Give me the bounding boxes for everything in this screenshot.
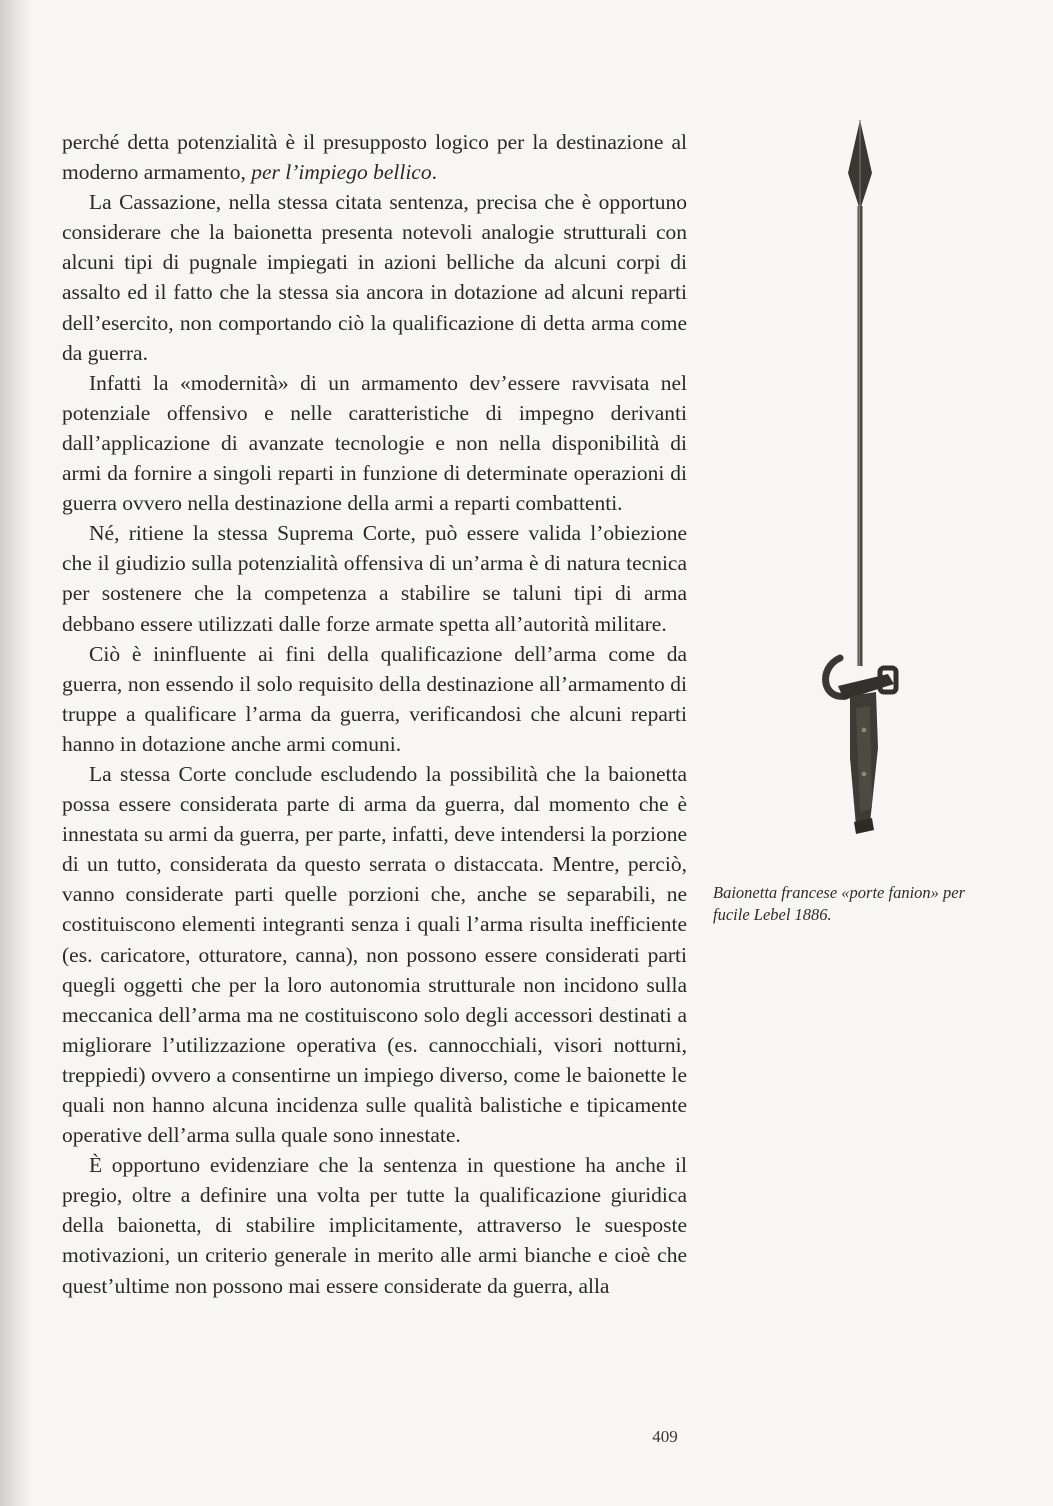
page-number: 409 bbox=[652, 1427, 678, 1446]
paragraph-5: Ciò è ininfluente ai fini della qualificazione dell’arma come da guerra, non essendo il solo requisito della destinazione all’armamento di truppe a qualificare l’arma da guerra, verificandosi che alcuni reparti hanno in dotazione anche armi comuni. bbox=[62, 641, 687, 756]
paragraph-1-italic: per l’impiego bellico bbox=[251, 160, 432, 185]
paragraph-7: È opportuno evidenziare che la sentenza in questione ha anche il pregio, oltre a definire una volta per tutte la qualificazione giuridica della baionetta, di stabilire implicitamente, attraverso le suesposte motivazioni, un criterio generale in merito alle armi bianche e cioè che quest’ultime non possono mai essere considerate da guerra, alla bbox=[62, 1153, 687, 1298]
bayonet-rivet bbox=[862, 772, 867, 777]
figure-caption: Baionetta francese «porte fanion» per fucile Lebel 1886. bbox=[713, 883, 966, 924]
bayonet-illustration bbox=[780, 118, 940, 838]
paragraph-4: Né, ritiene la stessa Suprema Corte, può essere valida l’obiezione che il giudizio sulla potenzialità offensiva di un’arma è di natura tecnica per sostenere che la competenza a stabilire se taluni tipi di arma debbano essere utilizzati dalle forze armate spetta all’autorità militare. bbox=[62, 521, 687, 636]
page-gutter-shadow bbox=[0, 0, 34, 1506]
bayonet-figure bbox=[780, 118, 940, 838]
paragraph-1 bbox=[62, 127, 687, 187]
paragraph-1-tail: . bbox=[431, 160, 437, 185]
bayonet-shaft-highlight bbox=[859, 206, 860, 666]
paragraph-1-text: perché detta potenzialità è il presupposto logico per la destinazione al moderno armamento, bbox=[62, 130, 687, 185]
paragraph-3: Infatti la «modernità» di un armamento dev’essere ravvisata nel potenziale offensivo e nelle caratteristiche di impegno derivanti dall’applicazione di avanzate tecnologie e non nella disponibilità di armi da fornire a singoli reparti in funzione di determinate operazioni di guerra ovvero nella destinazione della armi a reparti combattenti. bbox=[62, 370, 687, 516]
paragraph-6: La stessa Corte conclude escludendo la possibilità che la baionetta possa essere considerata parte di arma da guerra, dal momento che è innestata su armi da guerra, per parte, infatti, deve intendersi la porzione di un tutto, considerata da questo serrata o distaccata. Mentre, perciò, vanno considerate parti quelle porzioni che, anche se separabili, ne costituiscono elementi integranti senza i quali l’arma risulta inefficiente (es. caricatore, otturatore, canna), non possono essere considerati parti quegli oggetti che per la loro autonomia strutturale non incidono sulla meccanica dell’arma ma ne costituiscono solo degli accessori destinati a migliorare l’utilizzazione operativa (es. cannocchiali, visori notturni, treppiedi) ovvero a consentirne un impiego diverso, come le baionette le quali non hanno alcuna incidenza sulle qualità balistiche e tipicamente operative dell’arma sulla quale sono innestate. bbox=[62, 761, 687, 1148]
paragraph-2: La Cassazione, nella stessa citata sentenza, precisa che è opportuno considerare che la baionetta presenta notevoli analogie strutturali con alcuni tipi di pugnale impiegati in azioni belliche da alcuni corpi di assalto ed il fatto che la stessa sia ancora in dotazione ad alcuni reparti dell’esercito, non comportando ciò la qualificazione di detta arma come da guerra. bbox=[62, 190, 687, 365]
bayonet-rivet bbox=[862, 728, 867, 733]
body-text bbox=[62, 127, 687, 1301]
